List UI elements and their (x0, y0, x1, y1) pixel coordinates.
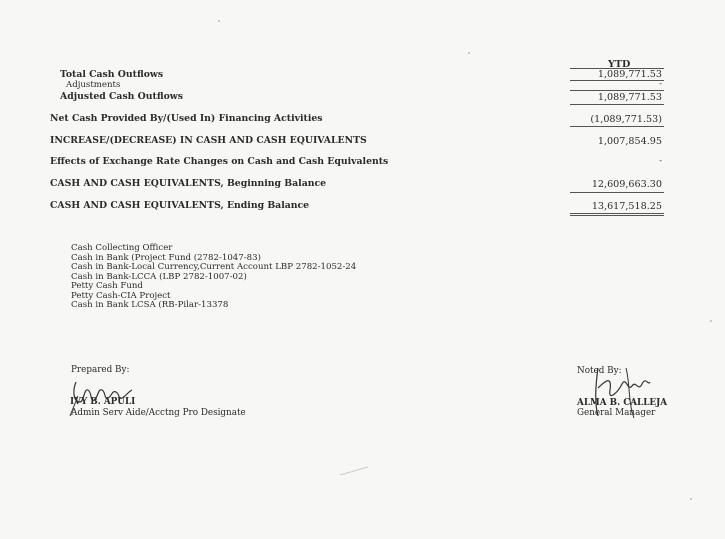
noted-by-name: ALMA B. CALLEJA (577, 398, 668, 408)
ending-balance-label: CASH AND CASH EQUIVALENTS, Ending Balance (50, 200, 310, 211)
adjusted-outflows-rule (570, 104, 664, 105)
prepared-by-title: Admin Serv Aide/Acctng Pro Designate (71, 408, 246, 418)
noted-by-title: General Manager (577, 408, 656, 418)
prepared-by-label: Prepared By: (71, 365, 130, 375)
account-local-currency: Cash in Bank-Local Currency,Current Account LBP 2782-1052-24 (71, 262, 357, 272)
adjustments-value: - (659, 79, 662, 88)
account-petty-cash-cia: Petty Cash-CIA Project (71, 290, 171, 301)
net-cash-rule (570, 126, 664, 127)
noted-by-label: Noted By: (577, 366, 622, 376)
scan-speck (218, 20, 220, 22)
account-cash-collecting-officer: Cash Collecting Officer (71, 243, 173, 253)
adjustments-rule (570, 90, 664, 91)
ending-balance-rule-1 (570, 213, 664, 214)
beginning-balance-value: 12,609,663.30 (591, 179, 662, 190)
scan-speck (710, 320, 712, 322)
prepared-signature (62, 372, 142, 422)
ending-balance-rule-2 (570, 215, 664, 216)
increase-decrease-label: INCREASE/(DECREASE) IN CASH AND CASH EQUIVALENTS (50, 135, 367, 146)
scan-mark (338, 465, 378, 477)
ending-balance-value: 13,617,518.25 (591, 201, 662, 212)
ytd-header: YTD (608, 59, 631, 70)
exchange-rate-value: - (659, 156, 662, 165)
adjusted-cash-outflows-value: 1,089,771.53 (597, 92, 662, 103)
prepared-by-name: IVY B. APULI (70, 397, 136, 407)
adjustments-label: Adjustments (66, 80, 121, 90)
noted-signature (588, 362, 668, 422)
account-lcca: Cash in Bank-LCCA (LBP 2782-1007-02) (71, 271, 247, 282)
scan-speck (690, 498, 692, 500)
account-lcsa: Cash in Bank LCSA (RB-Pilar-13378 (71, 300, 229, 310)
total-cash-outflows-value: 1,089,771.53 (597, 69, 662, 80)
scan-speck (468, 52, 470, 54)
net-cash-financing-value: (1,089,771.53) (590, 114, 662, 125)
beginning-balance-rule (570, 192, 664, 193)
adjusted-cash-outflows-label: Adjusted Cash Outflows (60, 91, 184, 102)
net-cash-financing-label: Net Cash Provided By/(Used In) Financing Activities (50, 113, 323, 124)
account-petty-cash-fund: Petty Cash Fund (71, 281, 143, 291)
increase-decrease-value: 1,007,854.95 (597, 136, 662, 147)
account-project-fund: Cash in Bank (Project Fund (2782-1047-83) (71, 252, 261, 263)
total-cash-outflows-label: Total Cash Outflows (60, 69, 164, 80)
beginning-balance-label: CASH AND CASH EQUIVALENTS, Beginning Balance (50, 178, 327, 189)
exchange-rate-label: Effects of Exchange Rate Changes on Cash and Cash Equivalents (50, 156, 389, 167)
